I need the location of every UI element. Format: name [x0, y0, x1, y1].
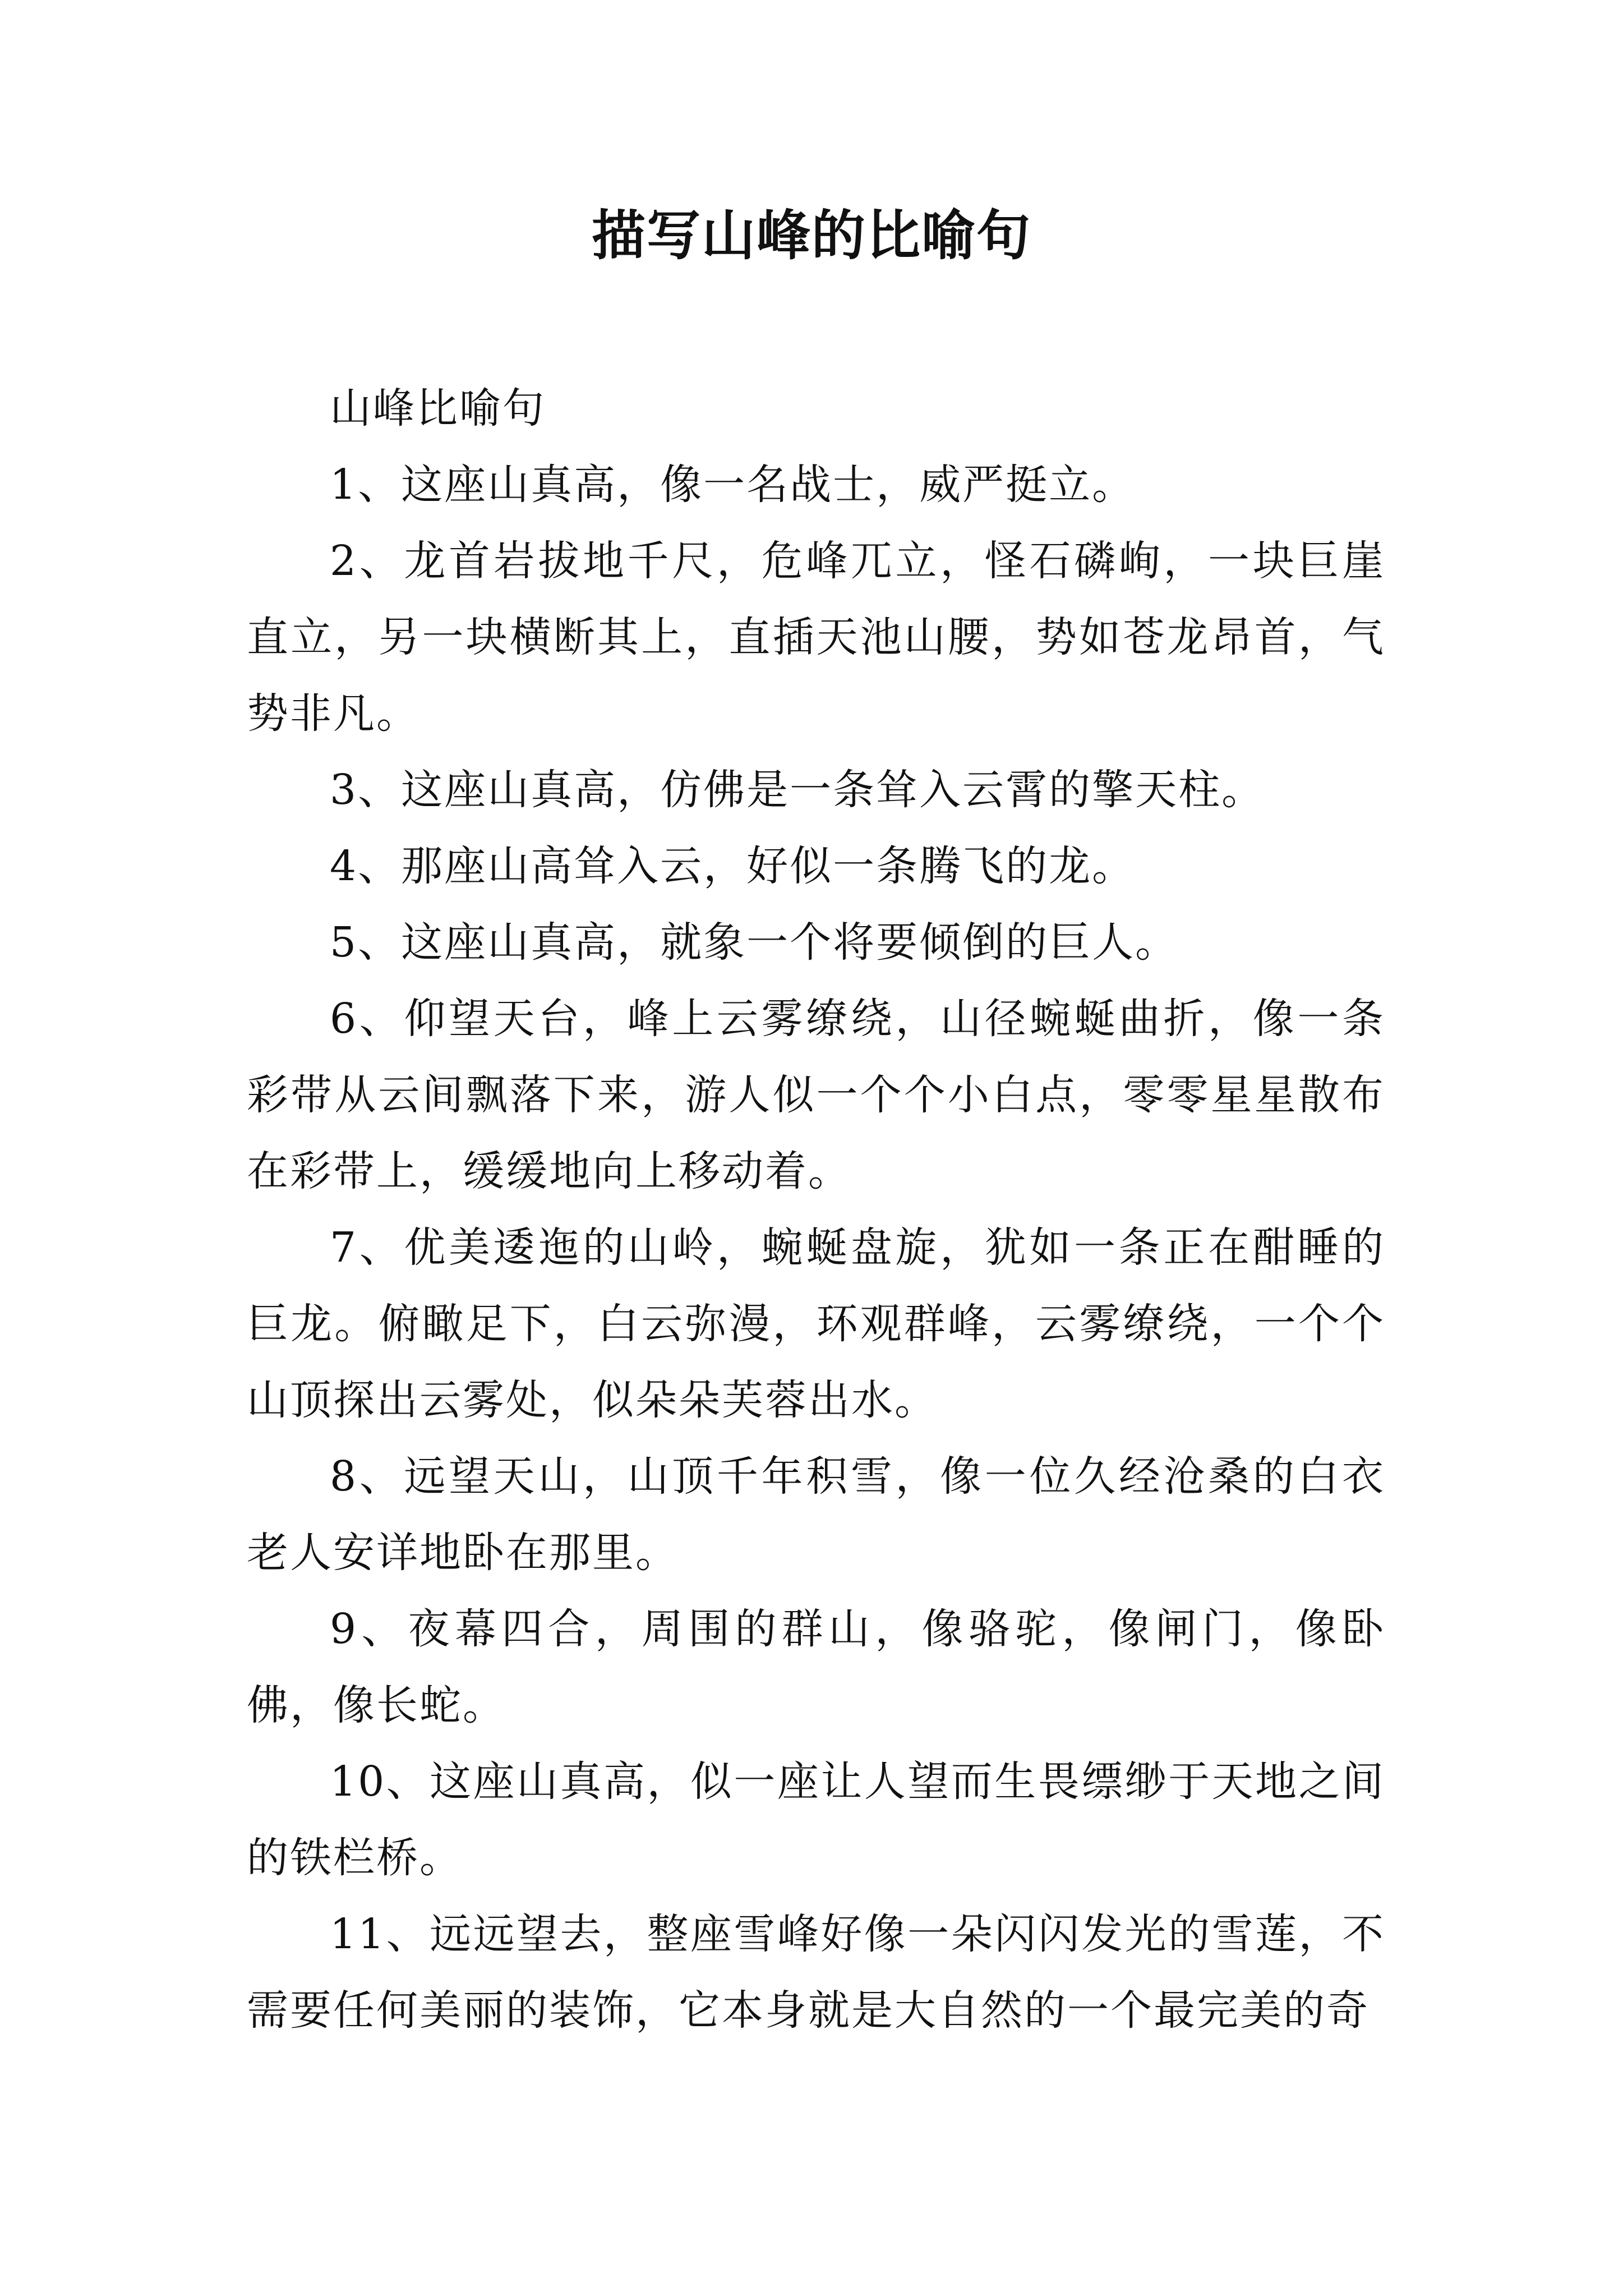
paragraph: 3、这座山真高，仿佛是一条耸入云霄的擎天柱。: [330, 766, 1265, 814]
paragraph: 4、那座山高耸入云，好似一条腾飞的龙。: [330, 842, 1136, 890]
paragraph: 2、龙首岩拔地千尺，危峰兀立，怪石磷峋，一块巨崖直立，另一块横断其上，直插天池山腰，势如苍龙昂首，气势非凡。: [247, 537, 1385, 738]
paragraph: 11、远远望去，整座雪峰好像一朵闪闪发光的雪莲，不需要任何美丽的装饰，它本身就是大自然的一个最完美的奇: [247, 1910, 1385, 2035]
paragraph: 8、远望天山，山顶千年积雪，像一位久经沧桑的白衣老人安详地卧在那里。: [247, 1452, 1385, 1577]
paragraph: 9、夜幕四合，周围的群山，像骆驼，像闸门，像卧佛，像长蛇。: [247, 1605, 1385, 1729]
paragraph: 7、优美逶迤的山岭，蜿蜒盘旋，犹如一条正在酣睡的巨龙。俯瞰足下，白云弥漫，环观群峰，云雾缭绕，一个个山顶探出云雾处，似朵朵芙蓉出水。: [247, 1223, 1385, 1424]
section-heading: 山峰比喻句: [330, 384, 546, 432]
paragraph: 1、这座山真高，像一名战士，威严挺立。: [330, 461, 1136, 509]
paragraph: 10、这座山真高，似一座让人望而生畏缥缈于天地之间的铁栏桥。: [247, 1757, 1385, 1882]
page-title: 描写山峰的比喻句: [592, 204, 1031, 267]
paragraph: 6、仰望天台，峰上云雾缭绕，山径蜿蜒曲折，像一条彩带从云间飘落下来，游人似一个个小白点，零零星星散布在彩带上，缓缓地向上移动着。: [247, 995, 1385, 1195]
paragraph: 5、这座山真高，就象一个将要倾倒的巨人。: [330, 918, 1179, 967]
document-body: [247, 370, 1385, 2049]
